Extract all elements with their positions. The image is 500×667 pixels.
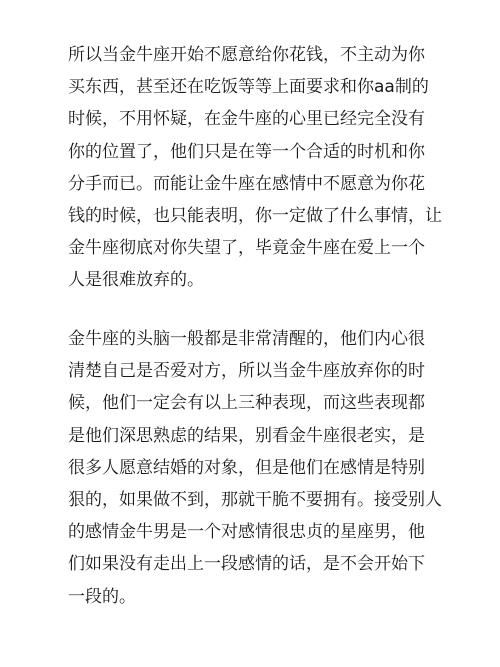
paragraph-line: 候，他们一定会有以上三种表现，而这些表现都 — [68, 393, 425, 414]
paragraph-line: 钱的时候，也只能表明，你一定做了什么事情，让 — [68, 206, 442, 227]
paragraph-1 — [68, 39, 440, 297]
paragraph-line: 时候，不用怀疑，在金牛座的心里已经完全没有 — [68, 109, 425, 130]
paragraph-line: 人是很难放弃的。 — [68, 270, 204, 291]
paragraph-line: 分手而已。而能让金牛座在感情中不愿意为你花 — [68, 173, 425, 194]
paragraph-line: 是他们深思熟虑的结果，别看金牛座很老实，是 — [68, 425, 425, 446]
paragraph-line: 的感情金牛男是一个对感情很忠贞的星座男，他 — [68, 522, 425, 543]
paragraph-line: 金牛座的头脑一般都是非常清醒的，他们内心很 — [68, 329, 425, 349]
paragraph-line: 一段的。 — [68, 586, 136, 607]
paragraph-line: 狠的，如果做不到，那就干脆不要拥有。接受别人 — [68, 490, 442, 511]
paragraph-line: 你的位置了，他们只是在等一个合适的时机和你 — [68, 141, 425, 162]
paragraph-line: 所以当金牛座开始不愿意给你花钱，不主动为你 — [68, 45, 425, 65]
paragraph-line: 很多人愿意结婚的对象，但是他们在感情是特别 — [68, 457, 425, 478]
paragraph-line: 们如果没有走出上一段感情的话，是不会开始下 — [68, 554, 425, 575]
paragraph-2 — [68, 323, 440, 613]
paragraph-line: 清楚自己是否爱对方，所以当金牛座放弃你的时 — [68, 361, 425, 382]
paragraph-line: 买东西，甚至还在吃饭等等上面要求和你aa制的 — [68, 77, 429, 98]
paragraph-line: 金牛座彻底对你失望了，毕竟金牛座在爱上一个 — [68, 238, 425, 259]
